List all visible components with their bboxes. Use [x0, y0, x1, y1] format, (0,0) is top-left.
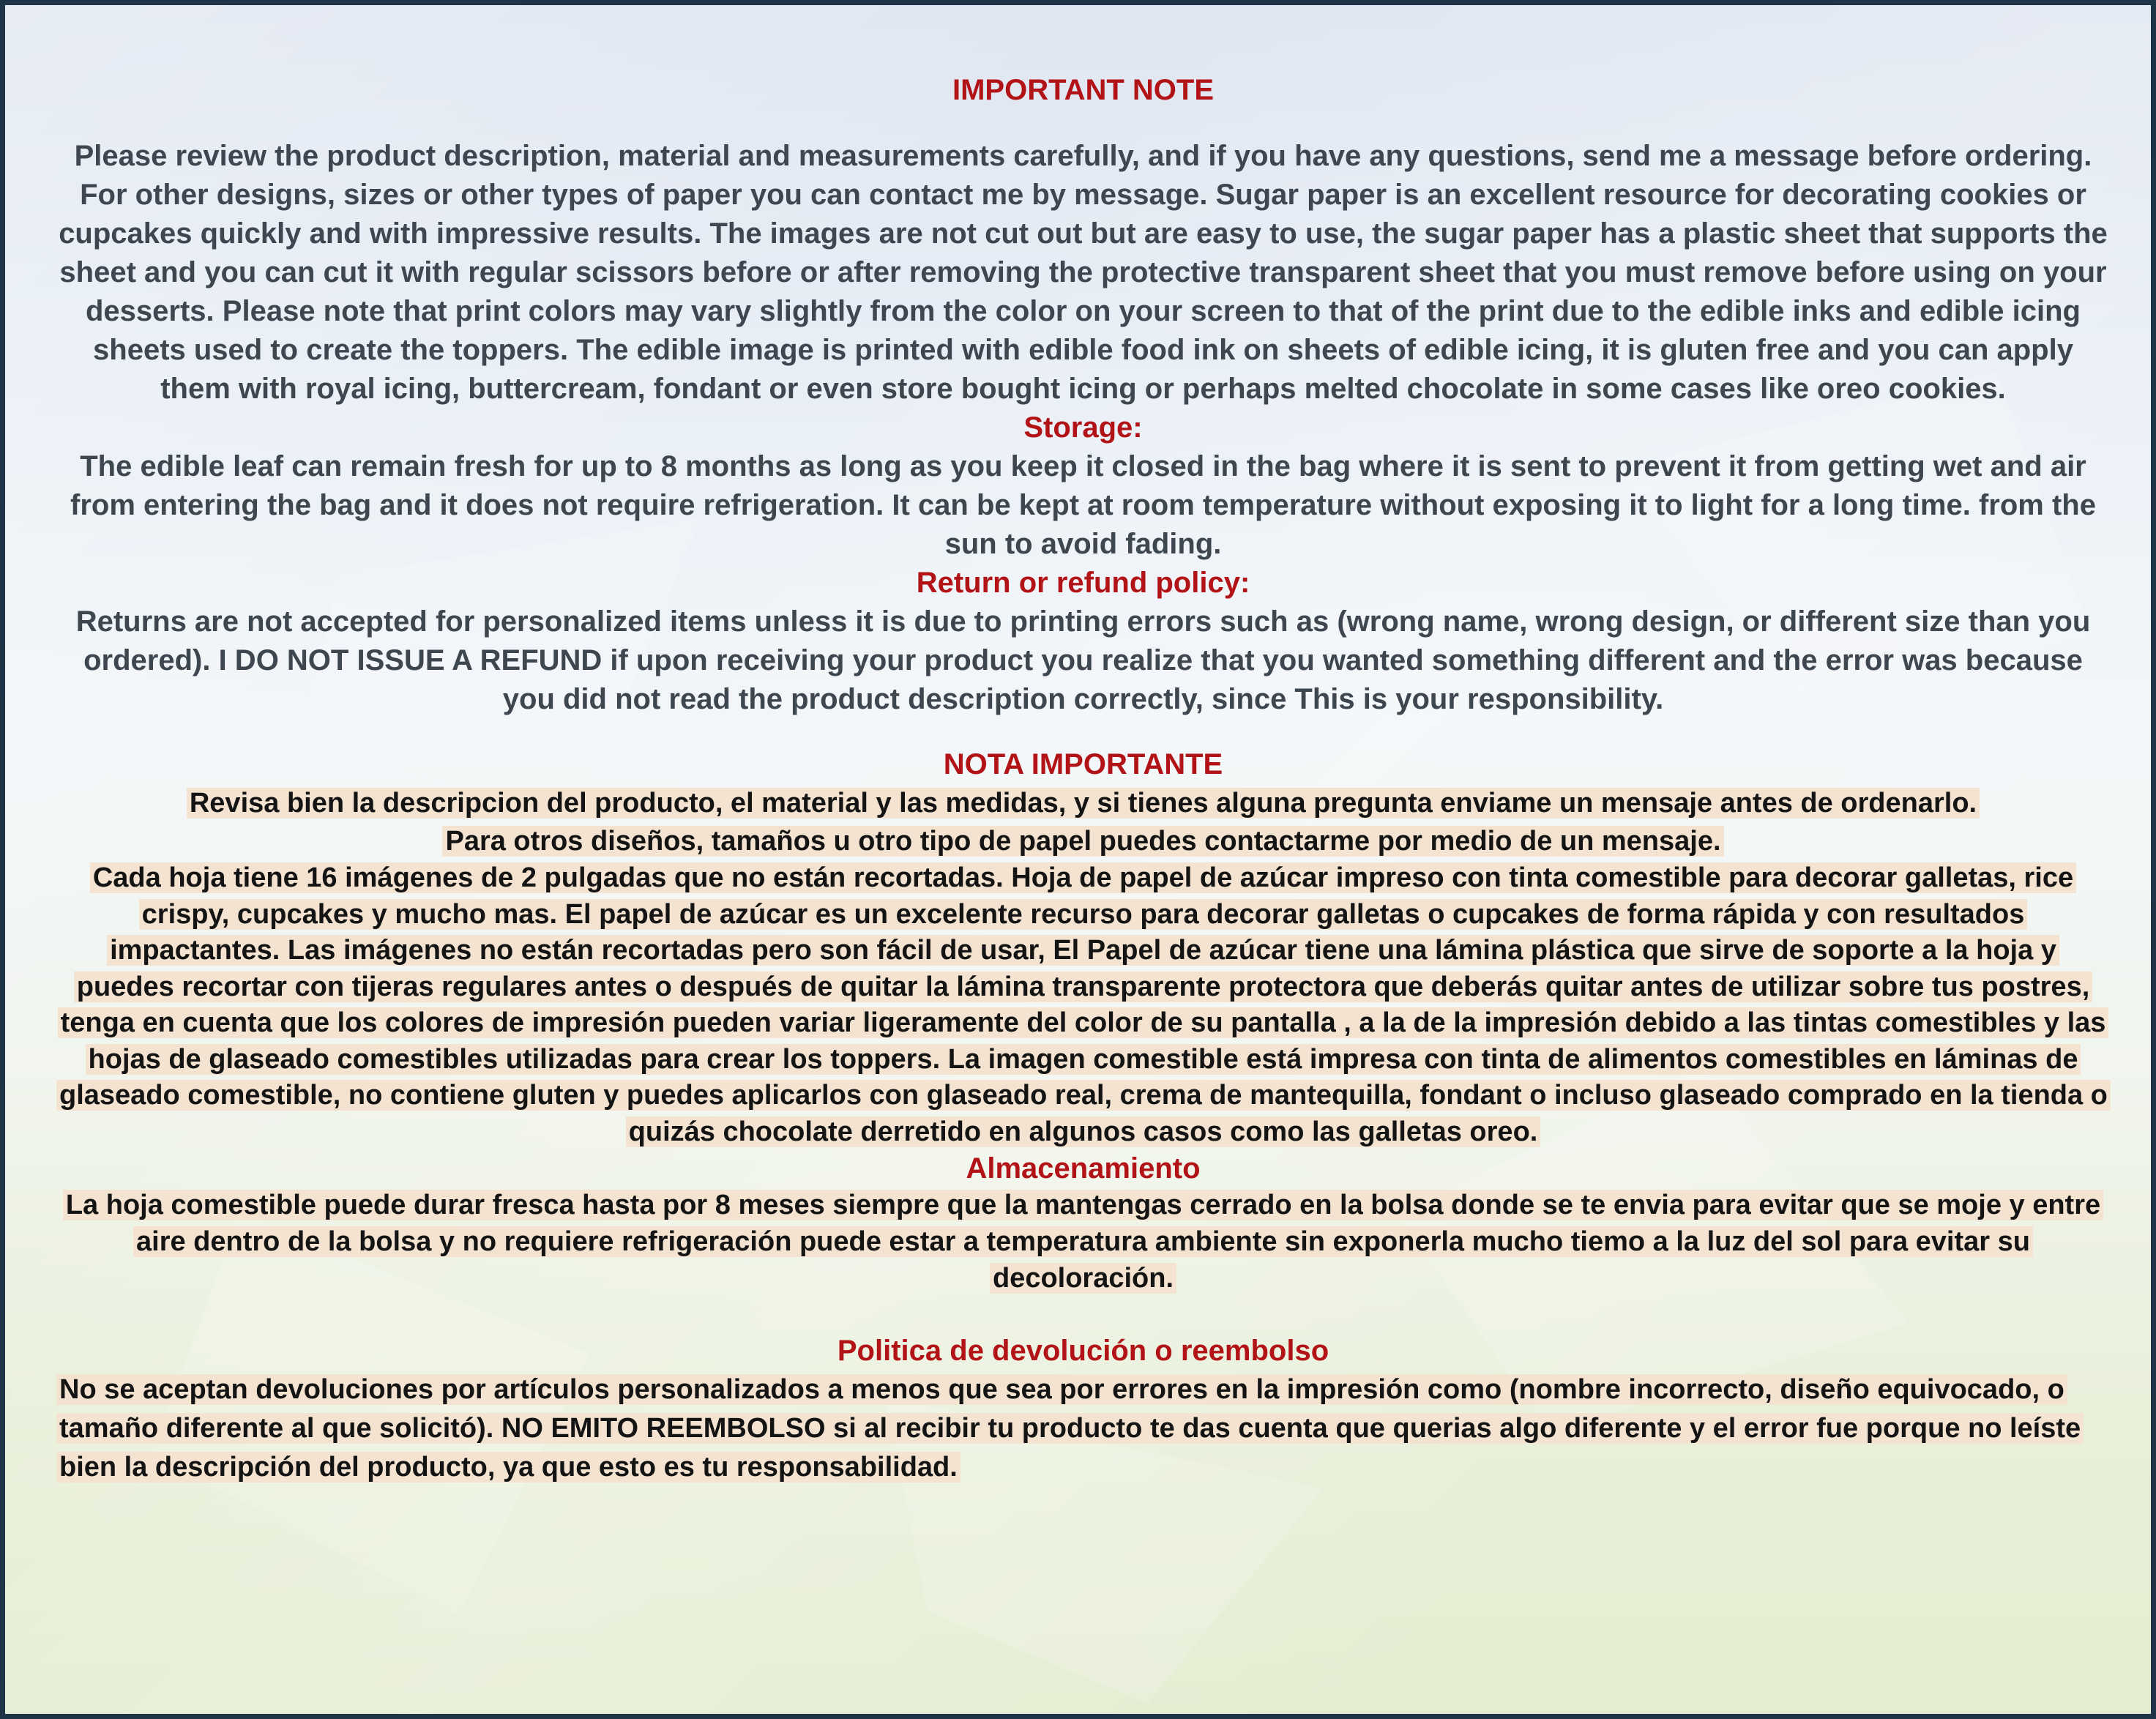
english-intro-text: Please review the product description, material and measurements carefully, and if you have any questions, send me a message before ordering. For other designs, sizes or other types of paper you can contact me by message. Sugar paper is an excellent resource for decorating cookies or cupcakes quickly and with impressive results. The images are not cut out but are easy to use, the sugar paper has a plastic sheet that supports the sheet and you can cut it with regular scissors before or after removing the protective transparent sheet that you must remove before using on your desserts. Please note that print colors may vary slightly from the color on your screen to that of the print due to the edible inks and edible icing sheets used to create the toppers. The edible image is printed with edible food ink on sheets of edible icing, it is gluten free and you can apply them with royal icing, buttercream, fondant or even store bought icing or perhaps melted chocolate in some cases like oreo cookies.: [59, 140, 2108, 405]
english-storage-heading: Storage:: [1023, 411, 1143, 444]
english-refund-text: Returns are not accepted for personalized items unless it is due to printing errors such as (wrong name, wrong design, or different size than you ordered). I DO NOT ISSUE A REFUND if upon receiving your product you realize that you wanted something different and the error was because you did not read the product description correctly, since This is your responsibility.: [75, 605, 2091, 715]
spanish-refund-text: No se aceptan devoluciones por artículos personalizados a menos que sea por errores en la impresión como (nombre incorrecto, diseño equivocado, o tamaño diferente al que solicitó). NO EMITO REEMBOLSO si al recibir tu producto te das cuenta que querias algo diferente y el error fue porque no leíste bien la descripción del producto, ya que esto es tu responsabilidad.: [56, 1374, 2084, 1483]
notice-content: [56, 71, 2110, 1487]
spanish-intro-line-1: Revisa bien la descripcion del producto, el material y las medidas, y si tienes alguna pregunta enviame un mensaje antes de ordenarlo.: [187, 788, 1980, 819]
english-refund-heading: Return or refund policy:: [916, 567, 1250, 599]
spanish-title: NOTA IMPORTANTE: [943, 748, 1223, 780]
spanish-storage-heading: Almacenamiento: [966, 1152, 1201, 1185]
spanish-intro-line-2: Para otros diseños, tamaños u otro tipo de papel puedes contactarme por medio de un mensaje.: [442, 826, 1723, 857]
spanish-intro-text: Cada hoja tiene 16 imágenes de 2 pulgadas que no están recortadas. Hoja de papel de azúcar impreso con tinta comestible para decorar galletas, rice crispy, cupcakes y mucho mas. El papel de azúcar es un excelente recurso para decorar galletas o cupcakes de forma rápida y con resultados impactantes. Las imágenes no están recortadas pero son fácil de usar, El Papel de azúcar tiene una lámina plástica que sirve de soporte a la hoja y puedes recortar con tijeras regulares antes o después de quitar la lámina transparente protectora que deberás quitar antes de utilizar sobre tus postres, tenga en cuenta que los colores de impresión pueden variar ligeramente del color de su pantalla , a la de la impresión debido a las tintas comestibles y las hojas de glaseado comestibles utilizadas para crear los toppers. La imagen comestible está impresa con tinta de alimentos comestibles en láminas de glaseado comestible, no contiene gluten y puedes aplicarlos con glaseado real, crema de mantequilla, fondant o incluso glaseado comprado en la tienda o quizás chocolate derretido en algunos casos como las galletas oreo.: [56, 862, 2111, 1147]
spanish-refund-heading: Politica de devolución o reembolso: [837, 1335, 1329, 1367]
english-title: IMPORTANT NOTE: [952, 74, 1214, 106]
spanish-storage-text: La hoja comestible puede durar fresca hasta por 8 meses siempre que la mantengas cerrado en la bolsa donde se te envia para evitar que se moje y entre aire dentro de la bolsa y no requiere refrigeración puede estar a temperatura ambiente sin exponerla mucho tiemo a la luz del sol para evitar su decoloración.: [63, 1190, 2103, 1294]
english-storage-text: The edible leaf can remain fresh for up to 8 months as long as you keep it closed in the bag where it is sent to prevent it from getting wet and air from entering the bag and it does not require refrigeration. It can be kept at room temperature without exposing it to light for a long time. from the sun to avoid fading.: [70, 450, 2096, 560]
